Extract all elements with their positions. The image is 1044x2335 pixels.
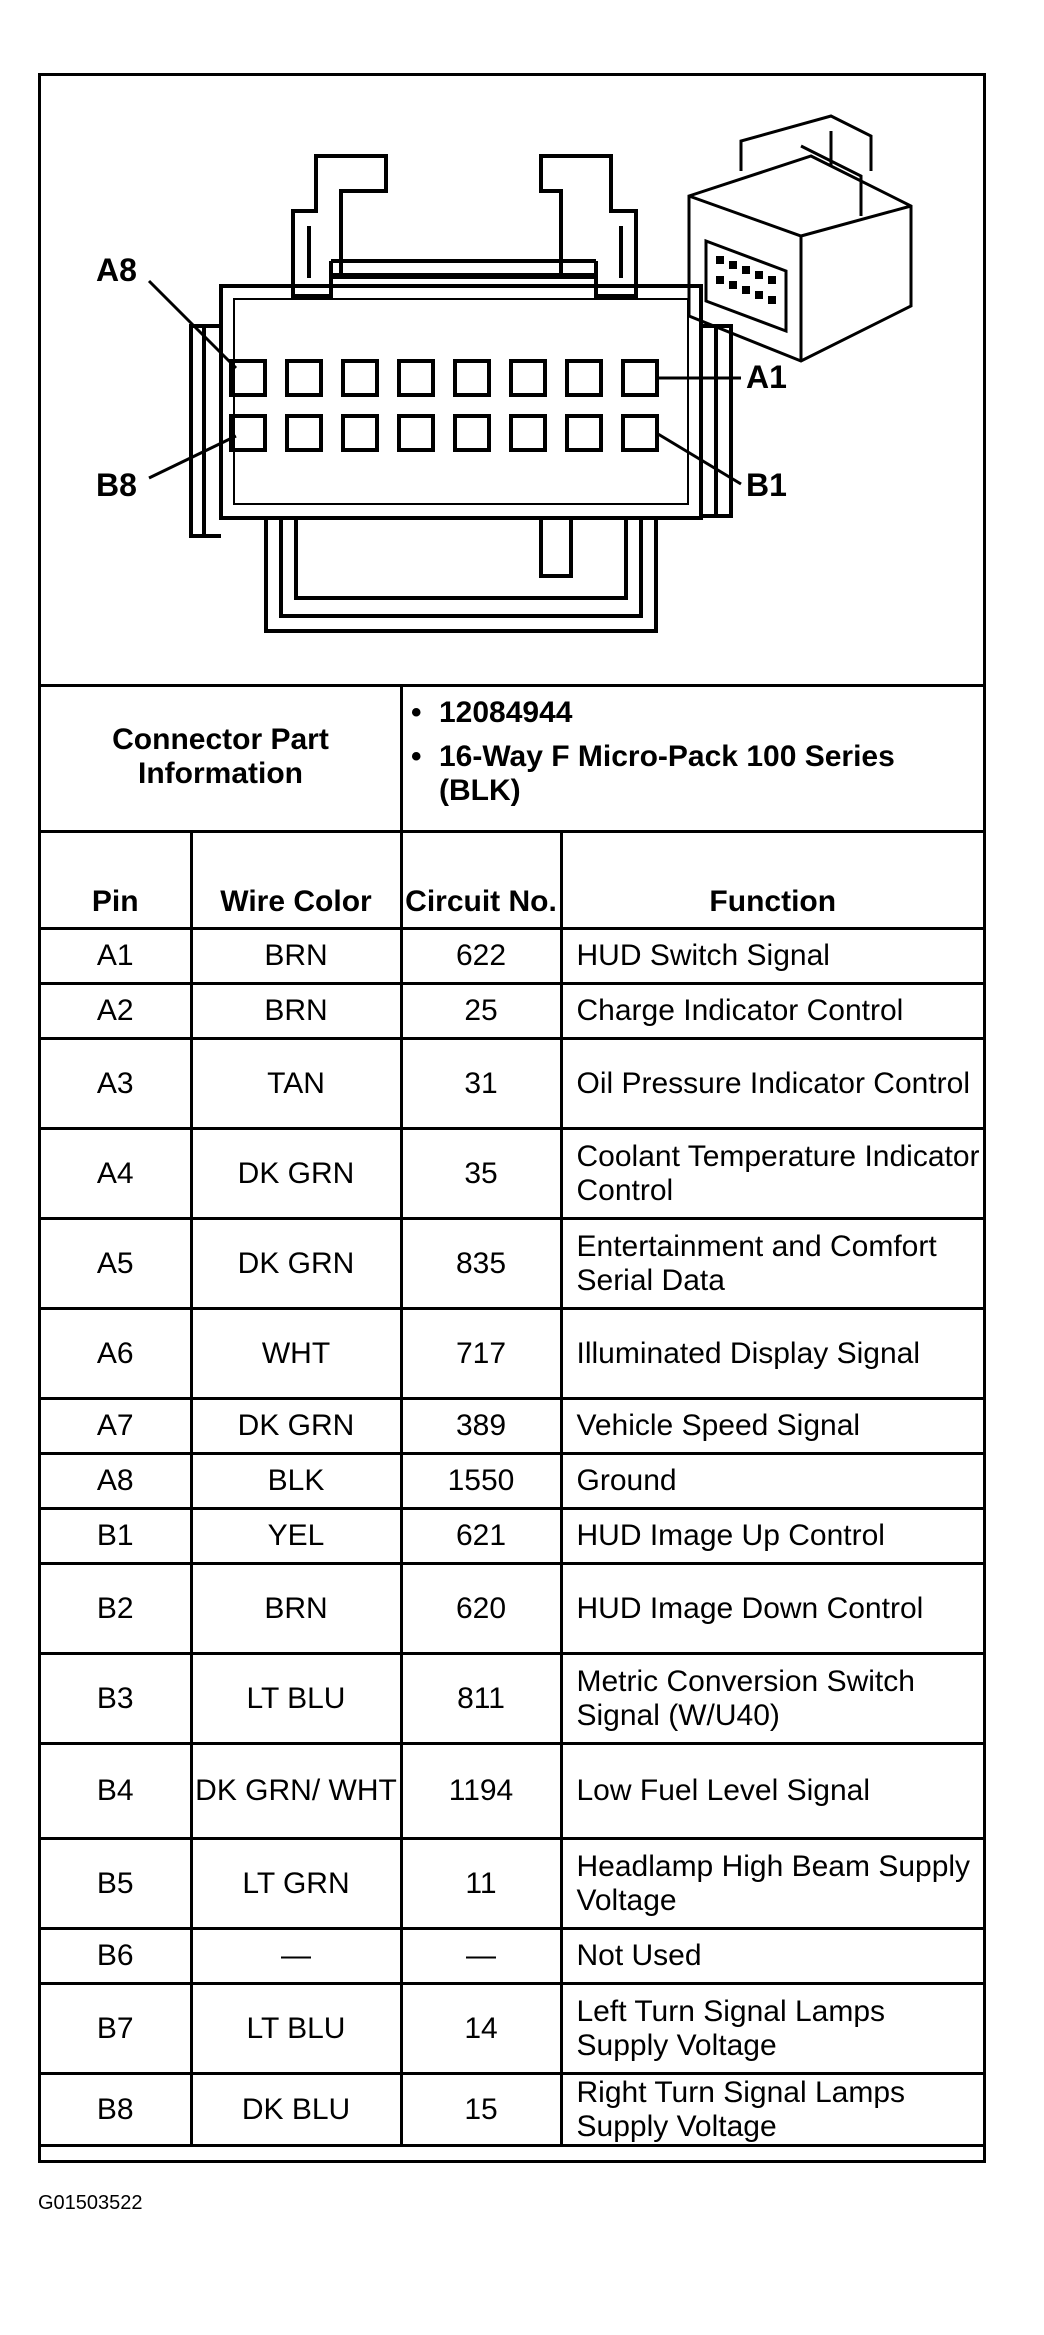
- wire-color-cell: —: [191, 1929, 401, 1984]
- function-cell: HUD Switch Signal: [561, 929, 983, 984]
- function-cell: Illuminated Display Signal: [561, 1309, 983, 1399]
- wire-color-cell: DK GRN: [191, 1219, 401, 1309]
- wire-color-cell: BLK: [191, 1454, 401, 1509]
- circuit-cell: 622: [401, 929, 561, 984]
- wire-color-cell: YEL: [191, 1509, 401, 1564]
- wire-color-cell: DK GRN: [191, 1129, 401, 1219]
- pin-cell: B5: [41, 1839, 191, 1929]
- wire-color-cell: DK BLU: [191, 2074, 401, 2146]
- circuit-cell: 25: [401, 984, 561, 1039]
- table-row: [41, 1654, 983, 1744]
- circuit-cell: 35: [401, 1129, 561, 1219]
- figure-id: G01503522: [38, 2192, 143, 2214]
- table-row: [41, 1399, 983, 1454]
- table-row: [41, 1129, 983, 1219]
- circuit-cell: 620: [401, 1564, 561, 1654]
- table-row: [41, 1839, 983, 1929]
- circuit-cell: 717: [401, 1309, 561, 1399]
- wire-color-cell: BRN: [191, 984, 401, 1039]
- table-row: [41, 984, 983, 1039]
- connector-info-label-cell: [41, 684, 403, 830]
- pin-cell: B1: [41, 1509, 191, 1564]
- table-row: [41, 1219, 983, 1309]
- circuit-cell: 1194: [401, 1744, 561, 1839]
- circuit-cell: 15: [401, 2074, 561, 2146]
- circuit-cell: —: [401, 1929, 561, 1984]
- pin-label-a1: A1: [746, 359, 787, 395]
- pin-cell: A6: [41, 1309, 191, 1399]
- circuit-cell: 31: [401, 1039, 561, 1129]
- table-header-row: [41, 833, 983, 929]
- table-row: [41, 1984, 983, 2074]
- pin-cell: A8: [41, 1454, 191, 1509]
- function-cell: Coolant Temperature Indicator Control: [561, 1129, 983, 1219]
- circuit-cell: 835: [401, 1219, 561, 1309]
- function-cell: Metric Conversion Switch Signal (W/U40): [561, 1654, 983, 1744]
- wire-color-cell: DK GRN/ WHT: [191, 1744, 401, 1839]
- circuit-cell: 1550: [401, 1454, 561, 1509]
- connector-type-bullet: [411, 740, 971, 808]
- function-cell: Right Turn Signal Lamps Supply Voltage: [561, 2074, 983, 2146]
- table-row: [41, 1509, 983, 1564]
- function-cell: HUD Image Up Control: [561, 1509, 983, 1564]
- connector-face-drawing: [41, 76, 983, 684]
- function-cell: Entertainment and Comfort Serial Data: [561, 1219, 983, 1309]
- header-pin: Pin: [41, 833, 191, 929]
- table-row: [41, 1454, 983, 1509]
- function-cell: Oil Pressure Indicator Control: [561, 1039, 983, 1129]
- table-row: [41, 929, 983, 984]
- wire-color-cell: WHT: [191, 1309, 401, 1399]
- table-row: [41, 1564, 983, 1654]
- pin-cell: B3: [41, 1654, 191, 1744]
- connector-info-details: [411, 696, 971, 818]
- pin-cell: B7: [41, 1984, 191, 2074]
- function-cell: Low Fuel Level Signal: [561, 1744, 983, 1839]
- connector-info-label: Connector Part Information: [112, 723, 329, 790]
- pin-label-a8: A8: [96, 252, 137, 288]
- table-row: [41, 1929, 983, 1984]
- table-row: [41, 1744, 983, 1839]
- connector-diagram: [41, 76, 983, 687]
- pinout-rows: [41, 929, 983, 2146]
- circuit-cell: 621: [401, 1509, 561, 1564]
- pin-cell: B6: [41, 1929, 191, 1984]
- connector-info-section: [41, 684, 983, 833]
- pin-cell: B2: [41, 1564, 191, 1654]
- wire-color-cell: LT BLU: [191, 1654, 401, 1744]
- part-number: 12084944: [439, 696, 573, 729]
- header-wire-color: Wire Color: [191, 833, 401, 929]
- pin-cell: A3: [41, 1039, 191, 1129]
- table-row: [41, 2074, 983, 2146]
- pin-cell: B8: [41, 2074, 191, 2146]
- table-row: [41, 1309, 983, 1399]
- circuit-cell: 811: [401, 1654, 561, 1744]
- pin-cell: A4: [41, 1129, 191, 1219]
- wire-color-cell: LT BLU: [191, 1984, 401, 2074]
- function-cell: Charge Indicator Control: [561, 984, 983, 1039]
- connector-sheet: [38, 73, 986, 2163]
- function-cell: Vehicle Speed Signal: [561, 1399, 983, 1454]
- pinout-table: [41, 833, 983, 2147]
- function-cell: HUD Image Down Control: [561, 1564, 983, 1654]
- circuit-cell: 14: [401, 1984, 561, 2074]
- header-circuit: Circuit No.: [401, 833, 561, 929]
- wire-color-cell: TAN: [191, 1039, 401, 1129]
- function-cell: Not Used: [561, 1929, 983, 1984]
- circuit-cell: 11: [401, 1839, 561, 1929]
- pin-cell: A2: [41, 984, 191, 1039]
- header-function: Function: [561, 833, 983, 929]
- wire-color-cell: BRN: [191, 1564, 401, 1654]
- pin-cell: A7: [41, 1399, 191, 1454]
- bullet-icon: •: [411, 740, 422, 773]
- function-cell: Ground: [561, 1454, 983, 1509]
- circuit-cell: 389: [401, 1399, 561, 1454]
- pin-label-b8: B8: [96, 467, 137, 503]
- pin-cell: A1: [41, 929, 191, 984]
- bullet-icon: •: [411, 696, 422, 729]
- wire-color-cell: DK GRN: [191, 1399, 401, 1454]
- pin-label-b1: B1: [746, 467, 787, 503]
- function-cell: Headlamp High Beam Supply Voltage: [561, 1839, 983, 1929]
- connector-type: 16-Way F Micro-Pack 100 Series (BLK): [439, 740, 895, 807]
- part-number-bullet: [411, 696, 971, 730]
- function-cell: Left Turn Signal Lamps Supply Voltage: [561, 1984, 983, 2074]
- table-row: [41, 1039, 983, 1129]
- wire-color-cell: BRN: [191, 929, 401, 984]
- wire-color-cell: LT GRN: [191, 1839, 401, 1929]
- pin-cell: B4: [41, 1744, 191, 1839]
- pin-cell: A5: [41, 1219, 191, 1309]
